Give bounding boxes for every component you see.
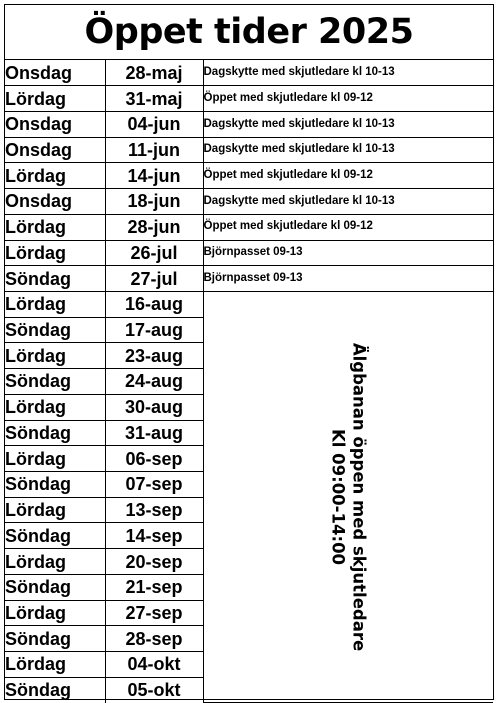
table-row [5, 214, 493, 240]
note-cell: Dagskytte med skjutledare kl 10-13 [203, 60, 493, 86]
day-cell: Lördag [5, 214, 105, 240]
merged-note-cell [203, 291, 493, 703]
merged-note-line2: Kl 09:00-14:00 [329, 429, 349, 566]
date-cell: 28-maj [105, 60, 203, 86]
date-cell: 26-jul [105, 240, 203, 266]
table-row [5, 291, 493, 317]
day-cell: Söndag [5, 523, 105, 549]
date-cell: 24-aug [105, 369, 203, 395]
note-cell: Dagskytte med skjutledare kl 10-13 [203, 137, 493, 163]
day-cell: Lördag [5, 291, 105, 317]
day-cell: Söndag [5, 574, 105, 600]
date-cell: 28-jun [105, 214, 203, 240]
table-row [5, 60, 493, 86]
date-cell: 27-jul [105, 266, 203, 292]
day-cell: Lördag [5, 240, 105, 266]
date-cell: 13-sep [105, 497, 203, 523]
date-cell: 23-aug [105, 343, 203, 369]
table-row [5, 163, 493, 189]
note-cell: Björnpasset 09-13 [203, 240, 493, 266]
date-cell: 18-jun [105, 189, 203, 215]
date-cell: 04-okt [105, 652, 203, 678]
date-cell: 28-sep [105, 626, 203, 652]
day-cell: Onsdag [5, 60, 105, 86]
day-cell: Lördag [5, 600, 105, 626]
date-cell: 31-maj [105, 86, 203, 112]
date-cell: 27-sep [105, 600, 203, 626]
date-cell: 06-sep [105, 446, 203, 472]
table-row [5, 240, 493, 266]
day-cell: Lördag [5, 343, 105, 369]
note-cell: Öppet med skjutledare kl 09-12 [203, 163, 493, 189]
day-cell: Onsdag [5, 137, 105, 163]
date-cell: 05-okt [105, 677, 203, 703]
date-cell: 07-sep [105, 472, 203, 498]
day-cell: Söndag [5, 677, 105, 703]
day-cell: Lördag [5, 394, 105, 420]
table-row [5, 111, 493, 137]
table-row [5, 86, 493, 112]
day-cell: Onsdag [5, 189, 105, 215]
day-cell: Lördag [5, 497, 105, 523]
table-row [5, 137, 493, 163]
table-row [5, 189, 493, 215]
merged-note-line1: Älgbanan öppen med skjutledare [349, 343, 369, 652]
date-cell: 11-jun [105, 137, 203, 163]
note-cell: Dagskytte med skjutledare kl 10-13 [203, 189, 493, 215]
schedule-sheet [4, 4, 494, 700]
date-cell: 21-sep [105, 574, 203, 600]
day-cell: Lördag [5, 652, 105, 678]
day-cell: Söndag [5, 472, 105, 498]
date-cell: 20-sep [105, 549, 203, 575]
table-row [5, 266, 493, 292]
page-title: Öppet tider 2025 [5, 5, 493, 60]
day-cell: Lördag [5, 163, 105, 189]
date-cell: 14-sep [105, 523, 203, 549]
note-cell: Öppet med skjutledare kl 09-12 [203, 214, 493, 240]
day-cell: Söndag [5, 266, 105, 292]
day-cell: Söndag [5, 420, 105, 446]
schedule-table [5, 60, 493, 703]
day-cell: Söndag [5, 317, 105, 343]
day-cell: Söndag [5, 369, 105, 395]
date-cell: 14-jun [105, 163, 203, 189]
date-cell: 17-aug [105, 317, 203, 343]
date-cell: 31-aug [105, 420, 203, 446]
day-cell: Söndag [5, 626, 105, 652]
date-cell: 30-aug [105, 394, 203, 420]
day-cell: Lördag [5, 549, 105, 575]
day-cell: Lördag [5, 86, 105, 112]
day-cell: Lördag [5, 446, 105, 472]
note-cell: Dagskytte med skjutledare kl 10-13 [203, 111, 493, 137]
date-cell: 04-jun [105, 111, 203, 137]
note-cell: Öppet med skjutledare kl 09-12 [203, 86, 493, 112]
date-cell: 16-aug [105, 291, 203, 317]
rotated-note [328, 343, 369, 651]
note-cell: Björnpasset 09-13 [203, 266, 493, 292]
day-cell: Onsdag [5, 111, 105, 137]
